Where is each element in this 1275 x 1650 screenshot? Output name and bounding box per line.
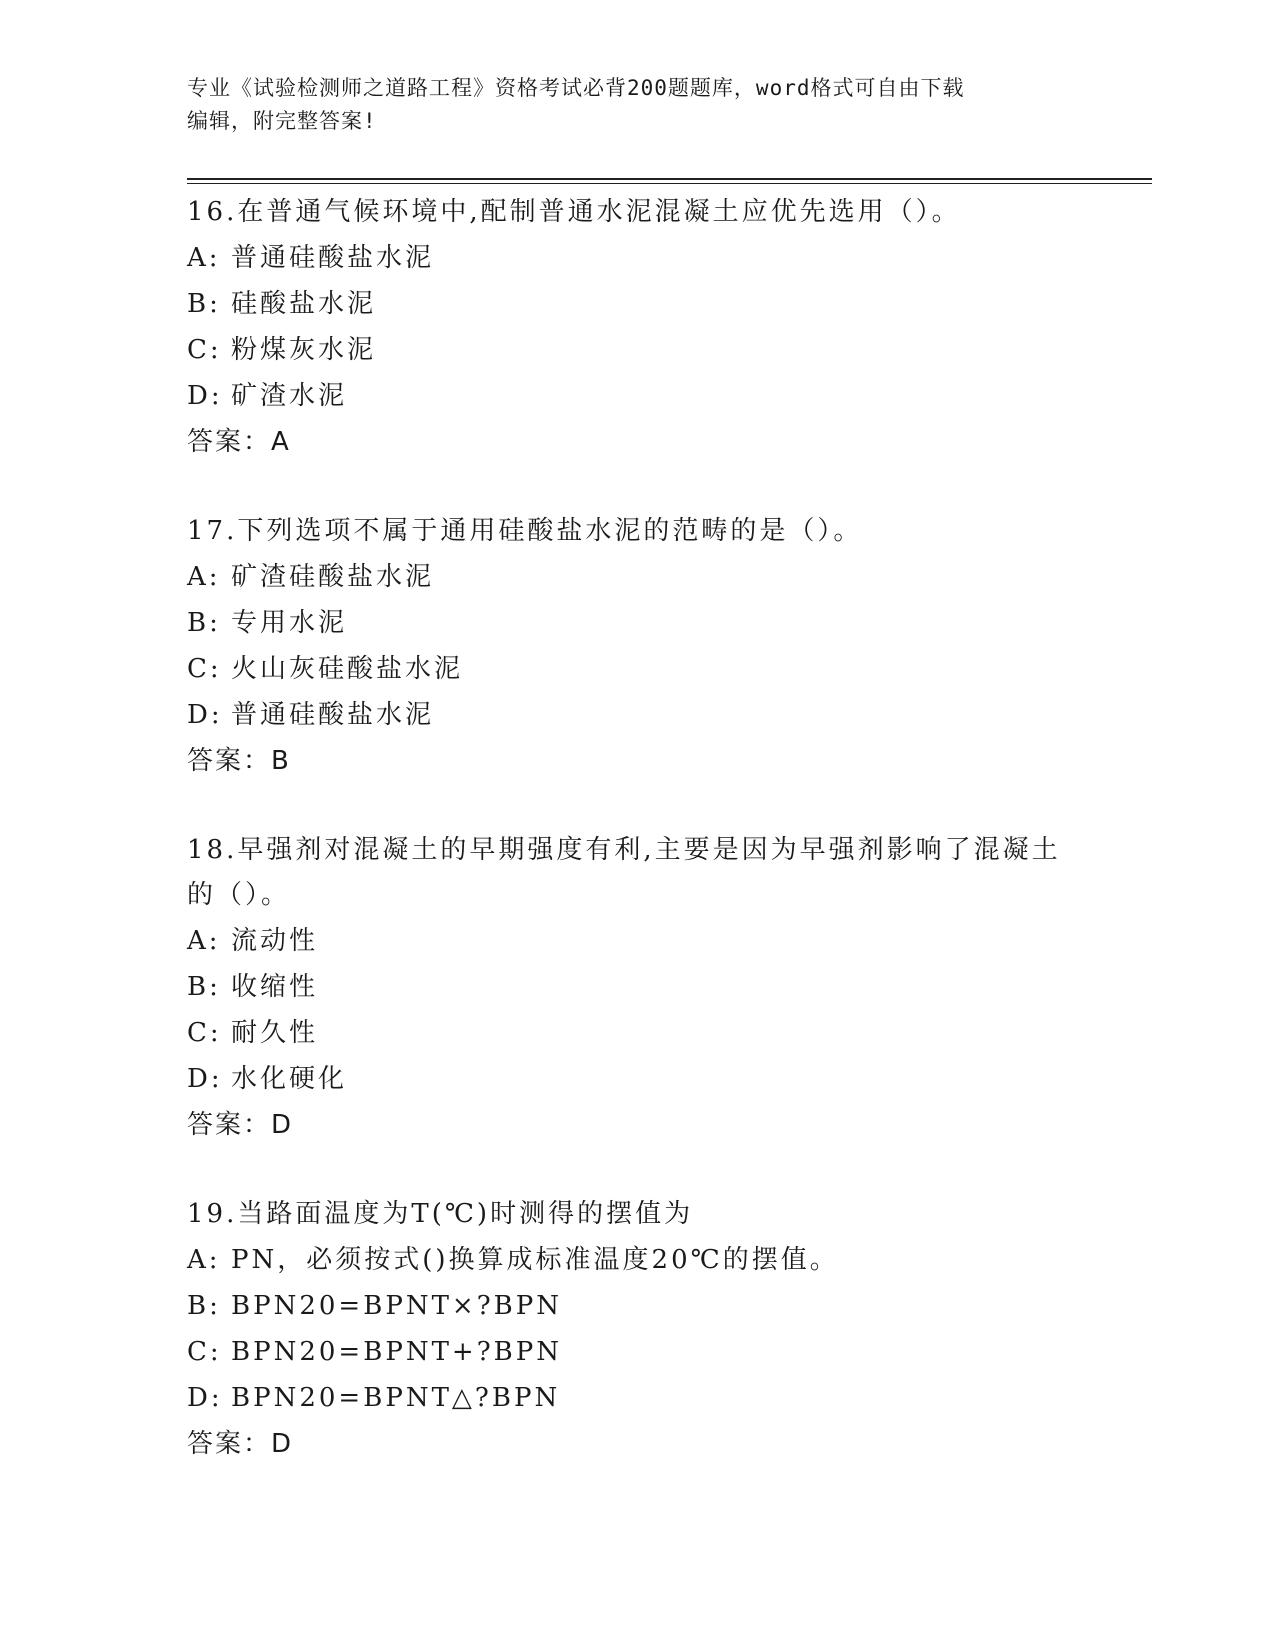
option-letter: A: <box>187 1245 221 1275</box>
question-spacer <box>187 465 1067 509</box>
option-letter: C: <box>187 335 222 365</box>
option-d <box>187 692 1067 738</box>
answer-line: 答案：A <box>187 427 291 457</box>
option-text: 耐久性 <box>231 1018 319 1048</box>
option-a <box>187 918 1067 964</box>
question-17 <box>187 509 1067 784</box>
option-b <box>187 600 1067 646</box>
option-a <box>187 1237 1067 1283</box>
option-letter: D: <box>187 1383 223 1413</box>
option-letter: C: <box>187 1018 222 1048</box>
header-divider-thin <box>187 183 1152 184</box>
answer-line: 答案：D <box>187 1429 294 1459</box>
option-letter: D: <box>187 381 223 411</box>
option-text: BPN20=BPNT+?BPN <box>231 1337 562 1367</box>
document-header <box>187 72 1067 138</box>
question-list <box>187 190 1067 1467</box>
option-letter: A: <box>187 243 221 273</box>
option-letter: B: <box>187 289 221 319</box>
option-d <box>187 1056 1067 1102</box>
question-19 <box>187 1192 1067 1467</box>
option-text: PN，必须按式()换算成标准温度20℃的摆值。 <box>231 1245 839 1275</box>
option-letter: C: <box>187 1337 222 1367</box>
option-c <box>187 327 1067 373</box>
option-letter: D: <box>187 700 223 730</box>
option-letter: B: <box>187 972 221 1002</box>
option-letter: A: <box>187 562 221 592</box>
question-stem: 19.当路面温度为T(℃)时测得的摆值为 <box>187 1199 694 1229</box>
option-letter: D: <box>187 1064 223 1094</box>
option-c <box>187 646 1067 692</box>
option-text: 普通硅酸盐水泥 <box>231 243 435 273</box>
question-16 <box>187 190 1067 465</box>
option-letter: C: <box>187 654 222 684</box>
option-b <box>187 1283 1067 1329</box>
option-text: BPN20=BPNT×?BPN <box>231 1291 562 1321</box>
option-letter: B: <box>187 608 221 638</box>
option-text: 硅酸盐水泥 <box>231 289 377 319</box>
answer-line: 答案：D <box>187 1110 294 1140</box>
option-text: 专用水泥 <box>231 608 348 638</box>
option-text: 粉煤灰水泥 <box>231 335 377 365</box>
option-b <box>187 964 1067 1010</box>
question-18 <box>187 828 1067 1148</box>
option-text: 火山灰硅酸盐水泥 <box>231 654 464 684</box>
option-text: 流动性 <box>231 926 319 956</box>
question-stem: 16.在普通气候环境中,配制普通水泥混凝土应优先选用（）。 <box>187 197 961 227</box>
header-line-1: 专业《试验检测师之道路工程》资格考试必背200题题库，word格式可自由下载 <box>187 76 965 100</box>
question-stem: 17.下列选项不属于通用硅酸盐水泥的范畴的是（）。 <box>187 516 863 546</box>
option-c <box>187 1329 1067 1375</box>
header-line-2: 编辑，附完整答案! <box>187 109 377 133</box>
option-a <box>187 235 1067 281</box>
option-text: 水化硬化 <box>231 1064 348 1094</box>
option-text: 普通硅酸盐水泥 <box>231 700 435 730</box>
option-text: 矿渣硅酸盐水泥 <box>231 562 435 592</box>
question-stem: 18.早强剂对混凝土的早期强度有利,主要是因为早强剂影响了混凝土 <box>187 835 1061 865</box>
option-d <box>187 373 1067 419</box>
option-letter: B: <box>187 1291 221 1321</box>
option-text: BPN20=BPNT△?BPN <box>231 1383 561 1413</box>
option-letter: A: <box>187 926 221 956</box>
question-spacer <box>187 1148 1067 1192</box>
option-text: 矿渣水泥 <box>231 381 348 411</box>
answer-line: 答案：B <box>187 746 291 776</box>
option-b <box>187 281 1067 327</box>
option-a <box>187 554 1067 600</box>
option-text: 收缩性 <box>231 972 319 1002</box>
option-c <box>187 1010 1067 1056</box>
option-d <box>187 1375 1067 1421</box>
question-spacer <box>187 784 1067 828</box>
question-stem-continued: 的（）。 <box>187 880 291 910</box>
header-divider-thick <box>187 178 1152 180</box>
